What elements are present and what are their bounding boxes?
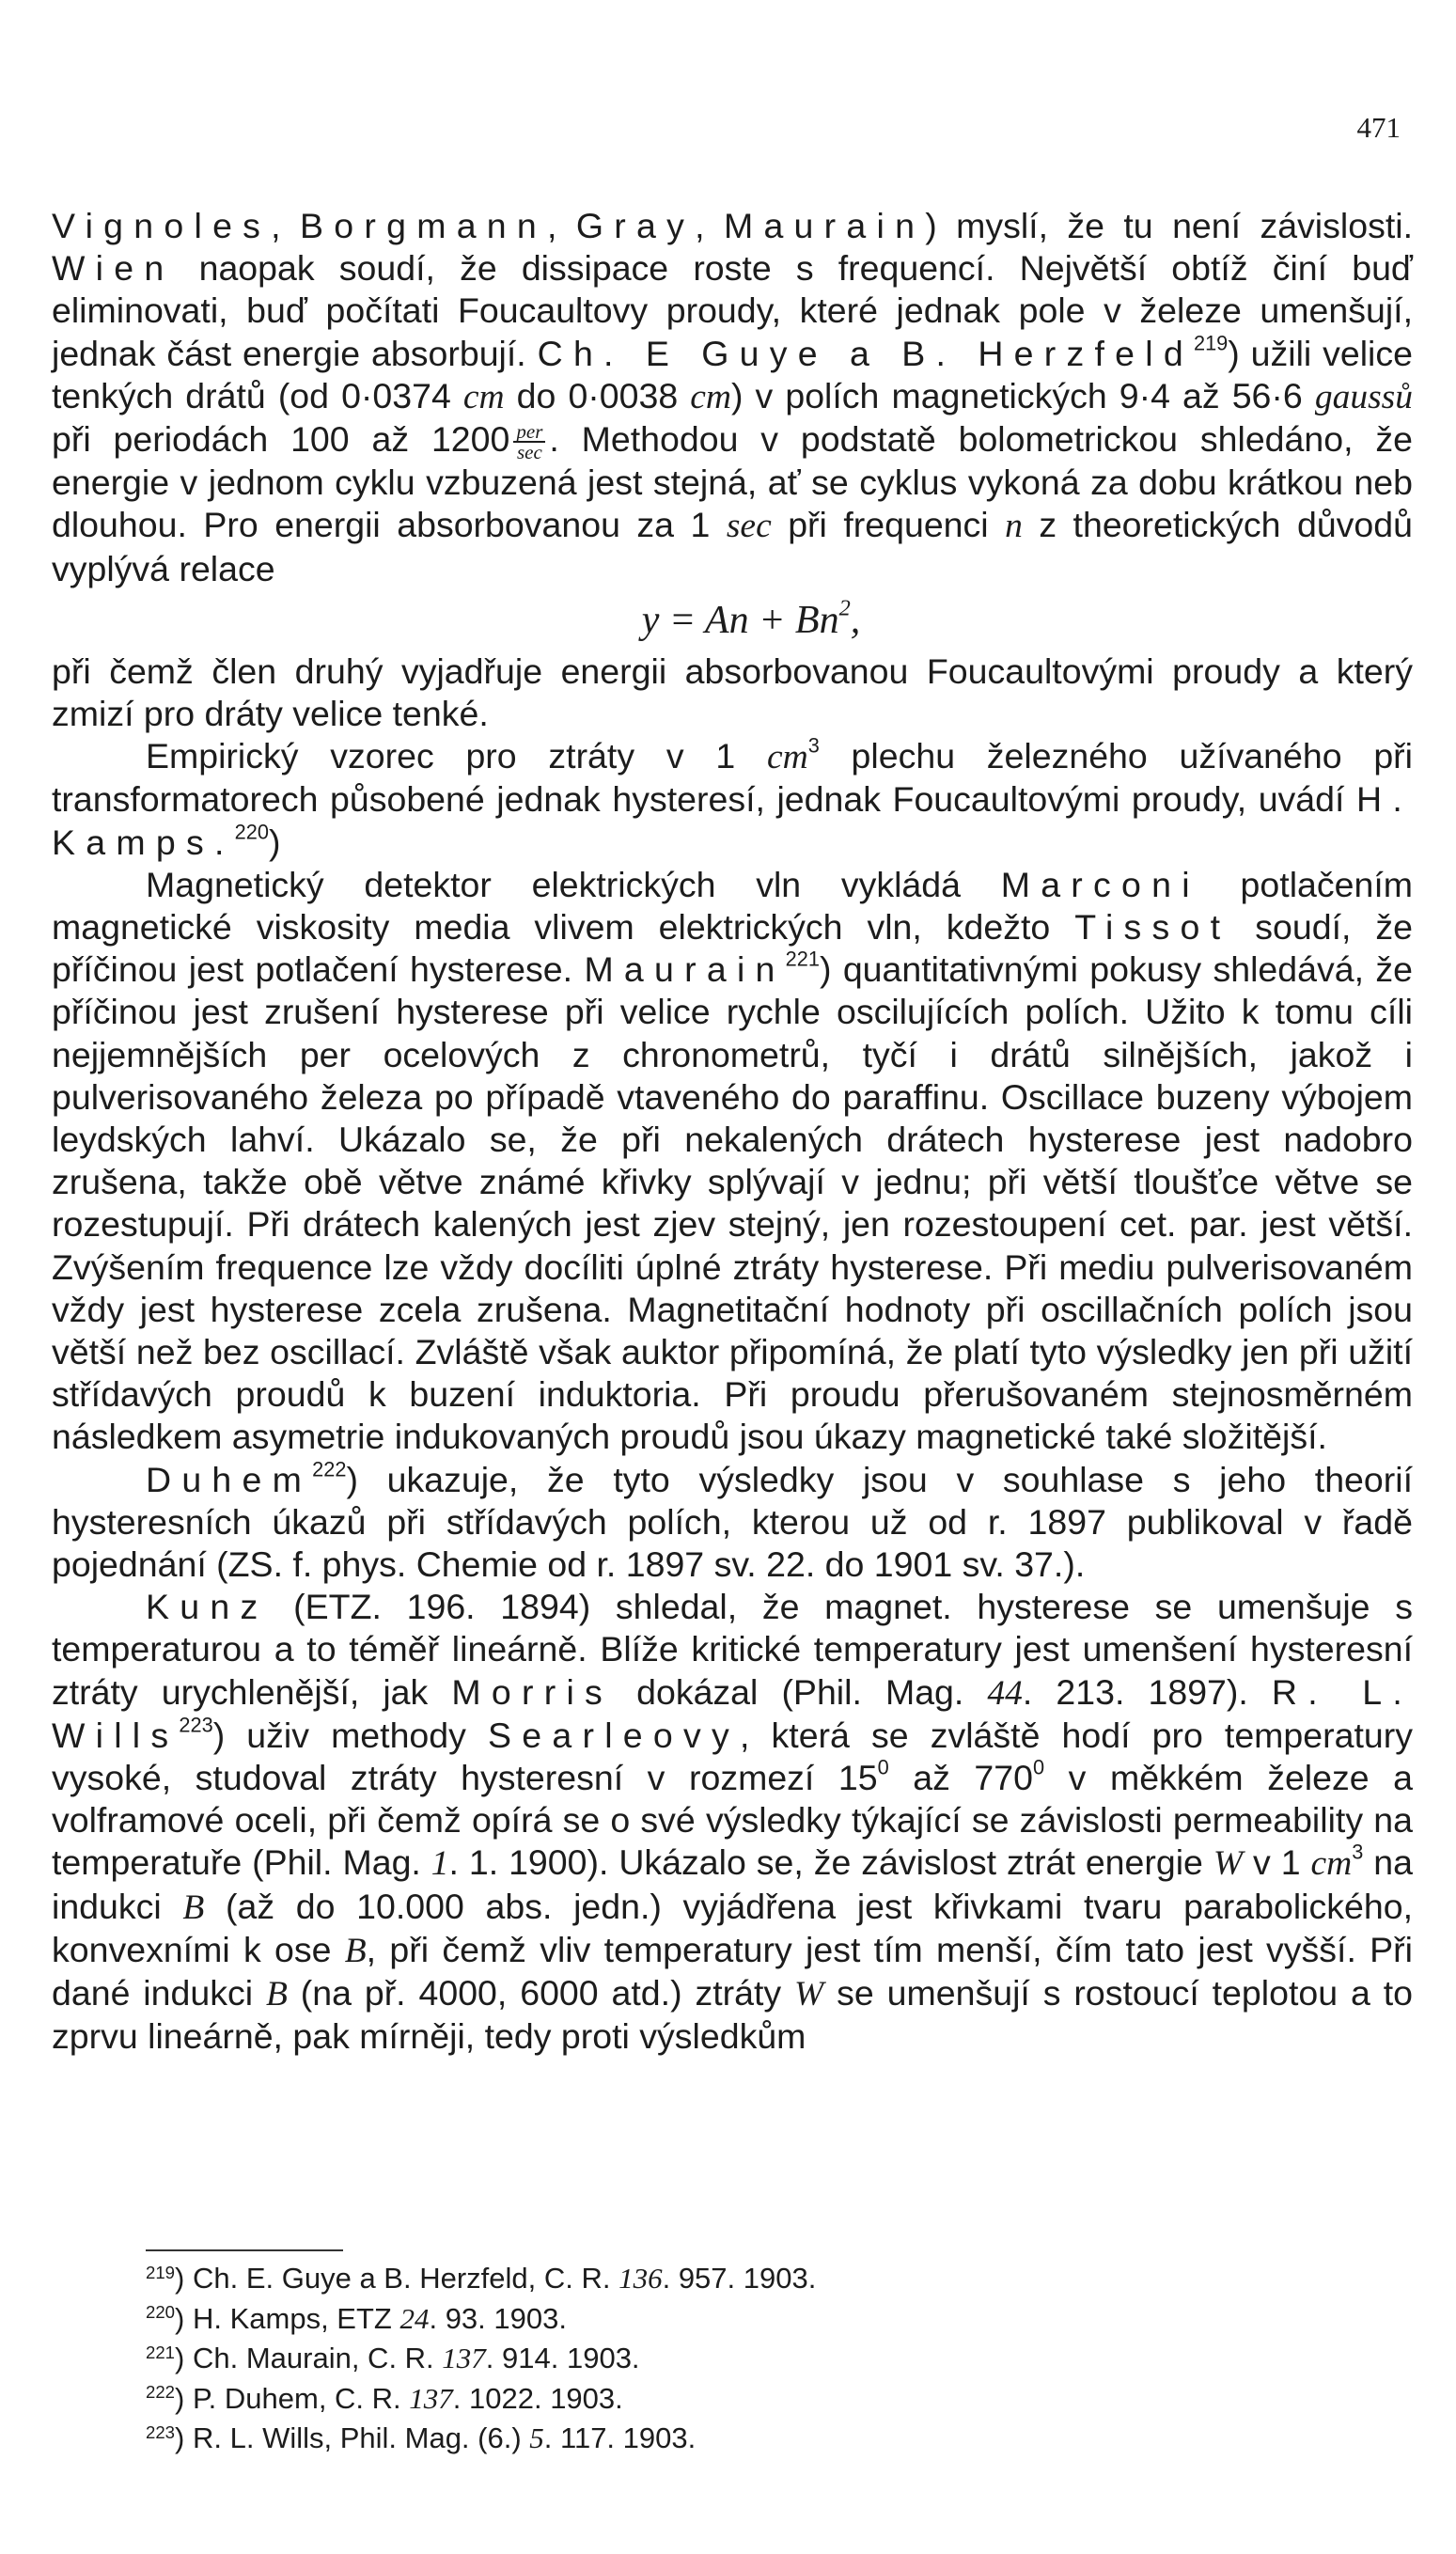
volume-number: 1 [431, 1844, 449, 1884]
text-run: na indukci [52, 1842, 1413, 1926]
paragraph [52, 1586, 1413, 2058]
footnote-text: Ch. Maurain, C. R. [192, 2342, 443, 2374]
variable: W [794, 1975, 824, 2014]
page-number: 471 [1356, 111, 1401, 144]
exponent: 3 [1352, 1841, 1364, 1865]
unit: gaussů [1314, 377, 1413, 416]
footnote-ref: 222 [312, 1457, 347, 1481]
footnote-volume: 24 [399, 2301, 430, 2335]
footnote: 222) P. Duhem, C. R. 137. 1022. 1903. [146, 2381, 623, 2415]
footnote-text: R. L. Wills, Phil. Mag. (6.) [192, 2421, 530, 2454]
footnote-rest: . 957. 1903. [662, 2262, 817, 2295]
text-run: (na př. 4000, 6000 atd.) ztráty [287, 1973, 795, 2013]
text-run: při periodách 100 až 1200 [52, 419, 510, 460]
author-name: Ch. E Guye a B. Herzfeld [537, 333, 1194, 373]
footnote-bracket: ) [175, 2301, 185, 2335]
equation-expression: y = An + Bn [641, 598, 839, 642]
text-run: Magnetický detektor elektrických vln vykládá [146, 864, 1001, 904]
author-name: Maurain [584, 949, 786, 990]
paragraph [52, 864, 1413, 1459]
footnotes [146, 2259, 1180, 2459]
author-name: Maurain [723, 206, 926, 245]
author-name: H. Kamps. [52, 779, 1413, 862]
footnote-text: P. Duhem, C. R. [192, 2381, 410, 2415]
text-run: v měkkém železe a volframové oceli, při čemž opírá se o své výsledky týkající se závislosti permeability na temperatuře (Phil. Mag. [52, 1758, 1414, 1883]
footnote: 223) R. L. Wills, Phil. Mag. (6.) 5. 117. 1903. [146, 2421, 697, 2454]
author-name: Vignoles [52, 206, 272, 245]
footnote-text: H. Kamps, ETZ [192, 2301, 400, 2335]
author-name: Duhem [146, 1459, 313, 1499]
unit: cm [1310, 1844, 1353, 1884]
exponent: 3 [807, 733, 820, 758]
author-name: Morris [451, 1671, 614, 1712]
footnote-ref: 219 [1193, 331, 1229, 355]
author-name: Borgmann [300, 206, 548, 245]
footnote-rest: . 1022. 1903. [452, 2381, 623, 2415]
per-sec-fraction [513, 422, 545, 462]
unit: cm [766, 738, 808, 777]
footnote-bracket: ) [175, 2381, 185, 2415]
text-run: ) quantitativnými pokusy shledává, že příčinou jest zrušení hysterese při velice rychle oscilujících polích. Užito k tomu cíli nejjemnějších per ocelových z chronometrů, tyčí i drátů silnějších, jakož i pulverisovaného železa po případě vtaveného do paraffinu. Oscillace buzeny výbojem leydských lahví. Ukázalo se, že při nekalených drátech hysterese jest nadobro zrušena, takže obě větve známé křivky splývají v jednu; při větší tloušťce větve se rozestupují. Při drátech kalených jest zjev stejný, jen rozestoupení cet. par. jest větší. Zvýšením frequence lze vždy docíliti úplné ztráty hysterese. Při mediu pulverisovaném vždy jest hysterese zcela zrušena. Magnetitační hodnoty při oscillačních polích jsou větší než bez oscillací. Zvláště však auktor připomíná, že platí tyto výsledky jen při užití střídavých proudů k buzení induktoria. Při proudu přerušovaném stejnosměrném následkem asymetrie indukovaných proudů jsou úkazy magnetické také složitější. [52, 949, 1413, 1457]
text-run: ) ukazuje, že tyto výsledky jsou v souhlase s jeho theorií hysteresních úkazů při střídavých polích, kterou už od r. 1897 publikoval v řadě pojednání (ZS. f. phys. Chemie od r. 1897 sv. 22. do 1901 sv. 37.). [52, 1459, 1413, 1584]
volume-number: 44 [987, 1673, 1023, 1713]
variable: W [1213, 1844, 1244, 1884]
text-run: ) v polích magnetických 9·4 až 56·6 [731, 375, 1315, 415]
footnote-volume: 137 [409, 2381, 453, 2415]
footnote-rest: . 914. 1903. [485, 2342, 640, 2374]
variable: n [1005, 507, 1023, 546]
text-run: naopak soudí, že dissipace roste s frequencí. Největší obtíž činí buď eliminovati, buď počítati Foucaultovy proudy, které jednak pole v železe umenšují, jednak část energie absorbují. [52, 248, 1413, 373]
text-run: (ETZ. 196. 1894) shledal, že magnet. hysterese se umenšuje s temperaturou a to téměř lineárně. Blíže kritické temperatury jest umenšení hysteresní ztráty urychlenější, jak [52, 1587, 1413, 1712]
footnote-bracket: ) [175, 2421, 185, 2454]
footnote-volume: 137 [442, 2342, 486, 2374]
text-run: soudí, že příčinou jest potlačení hysterese. [52, 906, 1413, 990]
paragraph [52, 650, 1413, 735]
equation-tail: , [850, 598, 861, 642]
degree-mark: 0 [1033, 1755, 1045, 1779]
footnote-rest: . 93. 1903. [429, 2301, 567, 2335]
text-run: do 0·0038 [504, 375, 691, 415]
text-run: se umenšují s rostoucí teplotou a to zprvu lineárně, pak mírněji, tedy proti výsledkům [52, 1973, 1413, 2057]
fraction-numerator: per [513, 422, 545, 443]
text-run: potlačením magnetické viskosity media vlivem elektrických vln, kdežto [52, 864, 1413, 947]
text-run: v 1 [1243, 1842, 1311, 1883]
text-run: z theoretických důvodů vyplývá relace [52, 505, 1413, 588]
footnote-ref: 221 [785, 947, 820, 971]
author-name: Kunz [146, 1587, 269, 1627]
footnote: 220) H. Kamps, ETZ 24. 93. 1903. [146, 2301, 567, 2335]
author-name: Searleovy [488, 1715, 741, 1755]
footnote: 219) Ch. E. Guye a B. Herzfeld, C. R. 136. 957. 1903. [146, 2262, 817, 2295]
text-run: při čemž člen druhý vyjadřuje energii absorbovanou Foucaultovými proudy a který zmizí pro dráty velice tenké. [52, 650, 1413, 733]
degree-mark: 0 [877, 1755, 889, 1779]
fraction-denominator: sec [516, 441, 542, 464]
footnote-volume: 136 [618, 2262, 663, 2295]
body-text [52, 205, 1413, 2058]
text-run: , [695, 206, 724, 245]
paragraph [52, 735, 1413, 864]
paragraph [52, 1459, 1413, 1587]
footnote-bracket: ) [175, 2262, 185, 2295]
text-run: ) myslí, že tu není závislosti. [925, 206, 1413, 245]
footnote-rest: . 117. 1903. [543, 2421, 697, 2454]
text-run: dokázal (Phil. Mag. [613, 1671, 988, 1712]
footnote-text: Ch. E. Guye a B. Herzfeld, C. R. [192, 2262, 619, 2295]
text-run: , která se zvláště hodí pro temperatury vysoké, studoval ztráty hysteresní v rozmezí 15 [52, 1715, 1413, 1797]
footnote-ref: 220 [234, 820, 269, 844]
author-name: Wien [52, 248, 175, 289]
unit: cm [462, 377, 505, 416]
author-name: Marconi [1000, 864, 1200, 904]
variable: B [182, 1888, 205, 1927]
equation [52, 590, 1413, 650]
unit: sec [726, 507, 772, 546]
text-run: ) [268, 822, 281, 862]
text-run: ) užili velice tenkých drátů (od 0·0374 [52, 333, 1413, 415]
footnote-ref: 223 [179, 1713, 213, 1737]
author-name: Tissot [1074, 906, 1231, 947]
equation-exponent: 2 [838, 595, 851, 621]
footnote-bracket: ) [175, 2342, 185, 2374]
text-run: . 213. 1897). [1022, 1671, 1272, 1712]
text-run: , [547, 206, 576, 245]
footnote-volume: 5 [529, 2421, 544, 2454]
text-run: plechu železného užívaného při transformatorech působené jednak hysteresí, jednak Foucaultovými proudy, uvádí [52, 736, 1413, 820]
text-run: Empirický vzorec pro ztráty v 1 [146, 736, 767, 776]
paragraph [52, 205, 1413, 590]
text-run: , při čemž vliv temperatury jest tím menší, čím tato jest vyšší. Při dané indukci [52, 1929, 1413, 2013]
text-run: ) uživ methody [212, 1715, 488, 1755]
variable: B [344, 1931, 367, 1970]
text-run: . 1. 1900). Ukázalo se, že závislost ztrát energie [448, 1842, 1213, 1883]
text-run: . Methodou v podstatě bolometrickou shledáno, že energie v jednom cyklu vzbuzená jest stejná, ať se cyklus vykoná za dobu krátkou neb dlouhou. Pro energii absorbovanou za 1 [52, 419, 1413, 545]
text-run: při frequenci [771, 505, 1006, 545]
footnote-divider [146, 2249, 343, 2251]
text-run: (až do 10.000 abs. jedn.) vyjádřena jest křivkami tvaru parabolického, konvexními k ose [52, 1886, 1413, 1969]
text-run: až 770 [888, 1758, 1033, 1797]
author-name: Gray [575, 206, 696, 245]
unit: cm [690, 377, 731, 416]
author-name: R. L. Wills [52, 1671, 1414, 1755]
variable: B [265, 1975, 288, 2014]
text-run: , [271, 206, 300, 245]
footnote: 221) Ch. Maurain, C. R. 137. 914. 1903. [146, 2342, 640, 2374]
